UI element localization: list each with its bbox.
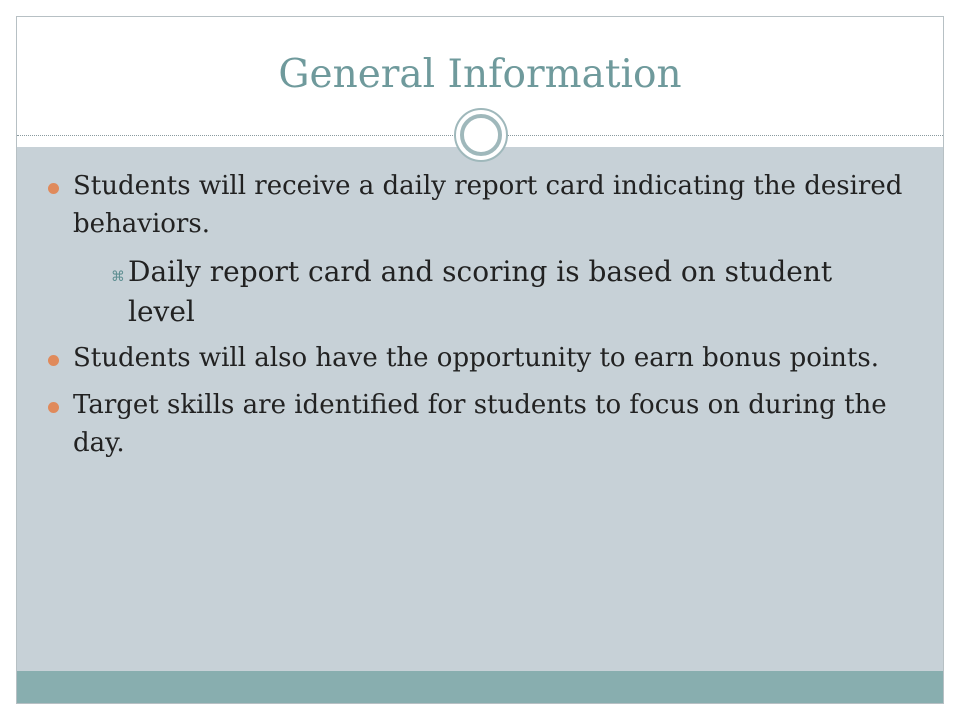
bullet-text: Target skills are identified for students to focus on during the day. <box>73 390 887 458</box>
bullet-item <box>17 386 943 462</box>
bullet-list <box>17 167 943 471</box>
circle-ornament-icon <box>453 107 509 163</box>
bullet-item <box>17 167 943 243</box>
footer-bar <box>17 671 943 703</box>
slide-title: General Information <box>278 52 682 97</box>
bullet-item <box>17 339 943 377</box>
bullet-text: Students will receive a daily report card indicating the desired behaviors. <box>73 171 903 239</box>
sub-bullet-item <box>17 252 943 332</box>
sub-bullet-x-icon: ⌘ <box>111 269 125 285</box>
bullet-dot-icon <box>48 402 59 413</box>
bullet-dot-icon <box>48 355 59 366</box>
sub-bullet-text: Daily report card and scoring is based on student level <box>128 255 833 328</box>
slide <box>16 16 944 704</box>
bullet-dot-icon <box>48 183 59 194</box>
bullet-text: Students will also have the opportunity to earn bonus points. <box>73 343 879 373</box>
